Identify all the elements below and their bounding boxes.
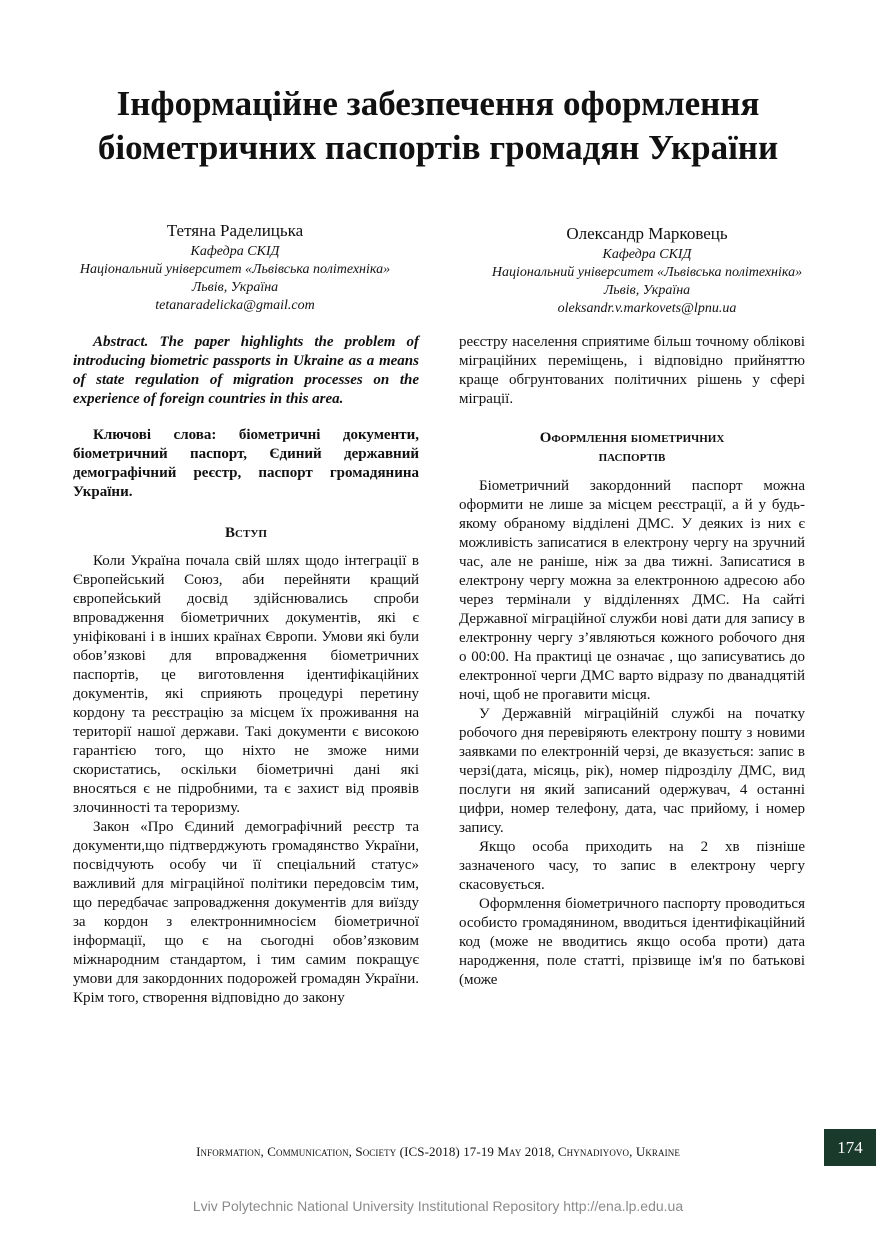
- intro-paragraph-2: Закон «Про Єдиний демографічний реєстр та документи,що підтверджують громадянство України, посвідчують особу чи її спеціальний статус» важливий для міграційної політики передовсім тим, що передбачає запровадження документів для виїзду за кордон з електроннимносієм біометричної інформації, що є на сьогодні обов’язковим міжнародним стандартом, і тим самим покращує умови для закордонних подорожей громадян України. Крім того, створення відповідно до закону: [73, 819, 419, 1006]
- repository-watermark: Lviv Polytechnic National University Institutional Repository http://ena.lp.edu.ua: [192, 1198, 684, 1214]
- author-department: Кафедра СКІД: [602, 247, 692, 262]
- page-number: 174: [824, 1129, 876, 1166]
- intro-paragraph-1: Коли Україна почала свій шлях щодо інтеграції в Європейський Союз, аби перейняти кращий європейський досвід здійснювались спроби впровадження біометричних документів, які є уніфіковані і в інших країнах Європи. Умови які були обов’язкові для впровадження біометричних паспортів, це виготовлення ідентифікаційних документів, які сприяють процедурі перетину кордону та реєстрацію за місцем їх проживання на території нашої держави. Такі документи є високою гарантією того, що ніхто не зможе ними скористатись, оскільки біометричні дані які вносяться є не підробними, та є захист від проявів злочинності та тероризму.: [73, 553, 419, 816]
- author-university: Національний університет «Львівська політехніка»: [491, 265, 803, 280]
- author-name: Тетяна Раделицька: [166, 221, 304, 240]
- passport-paragraph-2: У Державній міграційній службі на початку робочого дня перевіряють електрону пошту з новими заявками по електронній черзі, де вказується: запис в черзі(дата, місяць, рік), номер підрозділу ДМС, вид послуги ня який записаний одержувач, 4 останні цифри, номер телефону, дата, час прийому, і номер запису.: [459, 706, 805, 836]
- right-column: [459, 333, 805, 990]
- passport-paragraph-3: Якщо особа приходить на 2 хв пізніше зазначеного часу, то запис в електрону чергу скасовується.: [459, 839, 805, 893]
- heading-line-2: паспортів: [598, 449, 666, 465]
- author-university: Національний університет «Львівська політехніка»: [79, 262, 391, 277]
- author-email: oleksandr.v.markovets@lpnu.ua: [557, 301, 737, 316]
- author-email: tetanaradelicka@gmail.com: [155, 298, 315, 313]
- author-block-2: [452, 223, 842, 318]
- paper-title: [0, 82, 876, 170]
- abstract: Abstract. The paper highlights the problem of introducing biometric passports in Ukraine as a means of state regulation of migration processes on the experience of foreign countries in this area.: [73, 334, 419, 407]
- heading-line-1: Оформлення біометричних: [539, 430, 725, 446]
- author-city: Львів, Україна: [191, 280, 279, 295]
- author-block-1: [40, 220, 430, 315]
- author-department: Кафедра СКІД: [190, 244, 280, 259]
- title-line-2: біометричних паспортів громадян України: [97, 128, 779, 167]
- author-name: Олександр Марковець: [566, 224, 728, 243]
- passport-paragraph-4: Оформлення біометричного паспорту проводиться особисто громадянином, вводиться ідентифікаційний код (може не вводитись якщо особа проти) дата народження, поле статті, прізвище ім'я по батькові (може: [459, 896, 805, 988]
- left-column: [73, 333, 419, 1008]
- author-city: Львів, Україна: [603, 283, 691, 298]
- keywords: Ключові слова: біометричні документи, біометричний паспорт, Єдиний державний демографічний реєстр, паспорт громадянина України.: [73, 427, 419, 500]
- title-line-1: Інформаційне забезпечення оформлення: [116, 84, 760, 123]
- passport-paragraph-1: Біометричний закордонний паспорт можна оформити не лише за місцем реєстрації, а й у будь-якому обраному відділені ДМС. У деяких із них є можливість записатися в електрону чергу на зручний час, але не раніше, ніж за два тижні. Записатися в електрону чергу можна за електронною адресою або через термінали у відділеннях ДМС. На сайті Державної міграційної служби нові дати для запису в електронну чергу з’являються кожного робочого дня о 00:00. На практиці це означає , що записуватись до електронної черги ДМС варто відразу по дванадцятій ночі, щоб не прогавити місця.: [459, 478, 805, 703]
- conference-footer: Information, Communication, Society (ICS-2018) 17-19 May 2018, Chynadiyovo, Ukraine: [196, 1144, 680, 1159]
- section-heading-passports: [459, 429, 805, 467]
- section-heading-intro: Вступ: [225, 525, 267, 541]
- continued-paragraph: реєстру населення сприятиме більш точному облікові міграційних переміщень, і відповідно прийняттю краще обгрунтованих політичних рішень у сфері міграції.: [459, 334, 805, 407]
